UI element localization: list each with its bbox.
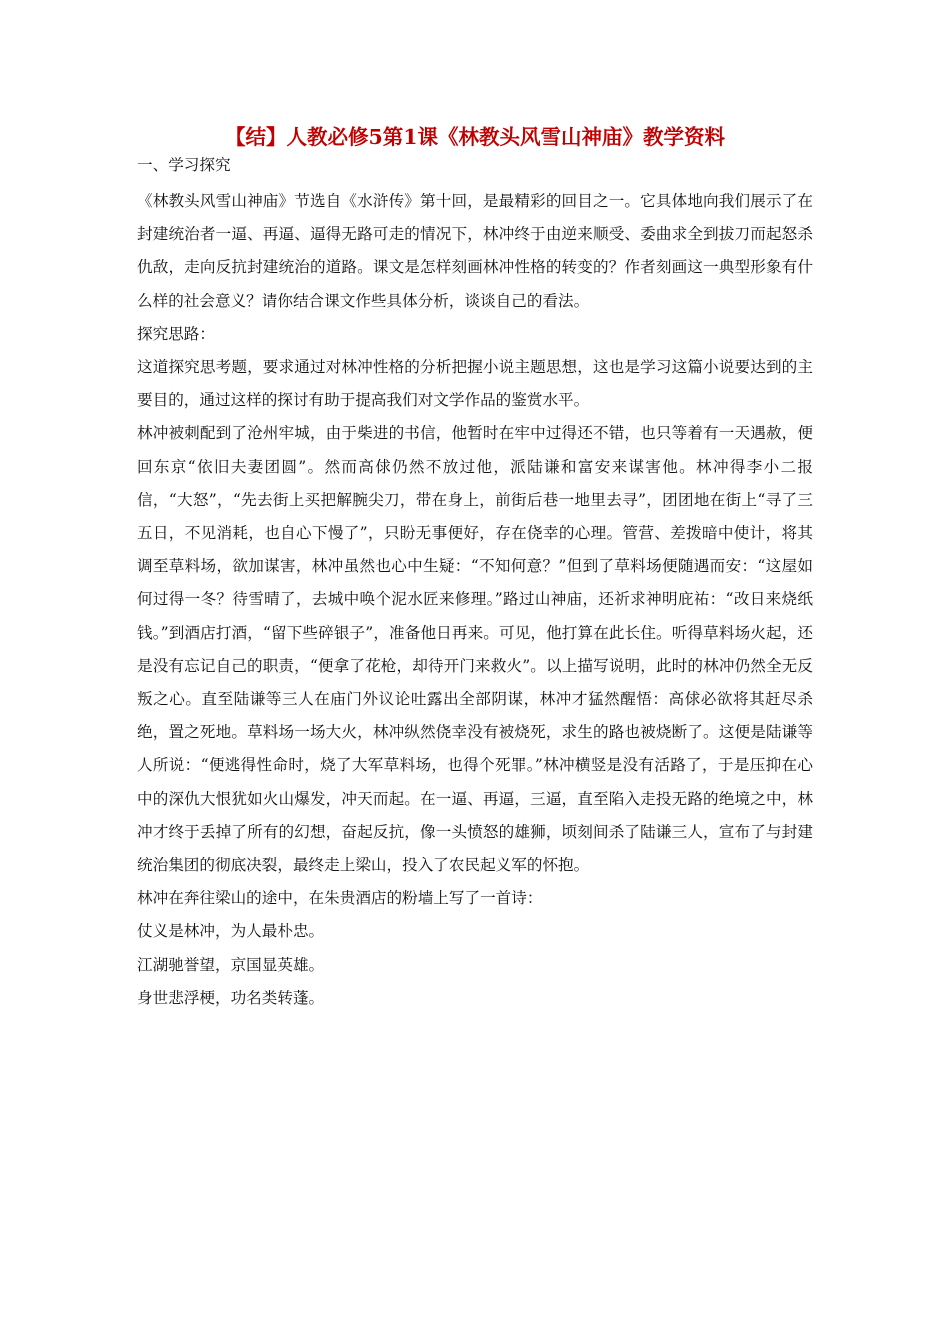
analysis-paragraph: 林冲被刺配到了沧州牢城，由于柴进的书信，他暂时在牢中过得还不错，也只等着有一天遇赦，便回东京“依旧夫妻团圆”。然而高俅仍然不放过他，派陆谦和富安来谋害他。林冲得李小二报信，“大怒”，“先去街上买把解腕尖刀，带在身上，前街后巷一地里去寻”，团团地在街上“寻了三五日，不见消耗，也自心下慢了”，只盼无事便好，存在侥幸的心理。管营、差拨暗中使计，将其调至草料场，欲加谋害，林冲虽然也心中生疑：“不知何意？”但到了草料场便随遇而安：“这屋如何过得一冬？待雪晴了，去城中唤个泥水匠来修理。”路过山神庙，还祈求神明庇祐：“改日来烧纸钱。”到酒店打酒，“留下些碎银子”，准备他日再来。可见，他打算在此长住。听得草料场火起，还是没有忘记自己的职责，“便拿了花枪，却待开门来救火”。以上描写说明，此时的林冲仍然全无反叛之心。直至陆谦等三人在庙门外议论吐露出全部阴谋，林冲才猛然醒悟：高俅必欲将其赶尽杀绝，置之死地。草料场一场大火，林冲纵然侥幸没有被烧死，求生的路也被烧断了。这便是陆谦等人所说：“便逃得性命时，烧了大军草料场，也得个死罪。”林冲横竖是没有活路了，于是压抑在心中的深仇大恨犹如火山爆发，冲天而起。在一逼、再逼，三逼，直至陷入走投无路的绝境之中，林冲才终于丢掉了所有的幻想，奋起反抗，像一头愤怒的雄狮，顷刻间杀了陆谦三人，宣布了与封建统治集团的彻底决裂，最终走上梁山，投入了农民起义军的怀抱。 bbox=[137, 424, 813, 875]
poem-line: 江湖驰誉望，京国显英雄。 bbox=[137, 955, 325, 974]
intro-paragraph: 《林教头风雪山神庙》节选自《水浒传》第十回，是最精彩的回目之一。它具体地向我们展示了在封建统治者一逼、再逼、逼得无路可走的情况下，林冲终于由逆来顺受、委曲求全到拔刀而起怒杀仇敌，走向反抗封建统治的道路。课文是怎样刻画林冲性格的转变的？作者刻画这一典型形象有什么样的社会意义？请你结合课文作些具体分析，谈谈自己的看法。 bbox=[137, 192, 813, 310]
poem-line: 身世悲浮梗，功名类转蓬。 bbox=[137, 988, 325, 1007]
section-heading: 一、学习探究 bbox=[137, 156, 231, 174]
document-title: 【结】人教必修5第1课《林教头风雪山神庙》教学资料 bbox=[224, 125, 726, 149]
approach-paragraph: 这道探究思考题，要求通过对林冲性格的分析把握小说主题思想，这也是学习这篇小说要达到的主要目的，通过这样的探讨有助于提高我们对文学作品的鉴赏水平。 bbox=[137, 358, 813, 410]
poem-line: 仗义是林冲，为人最朴忠。 bbox=[137, 922, 325, 941]
document-body bbox=[137, 152, 813, 1015]
approach-label: 探究思路： bbox=[137, 324, 215, 343]
poem-intro-paragraph: 林冲在奔往梁山的途中，在朱贵酒店的粉墙上写了一首诗： bbox=[137, 889, 543, 908]
